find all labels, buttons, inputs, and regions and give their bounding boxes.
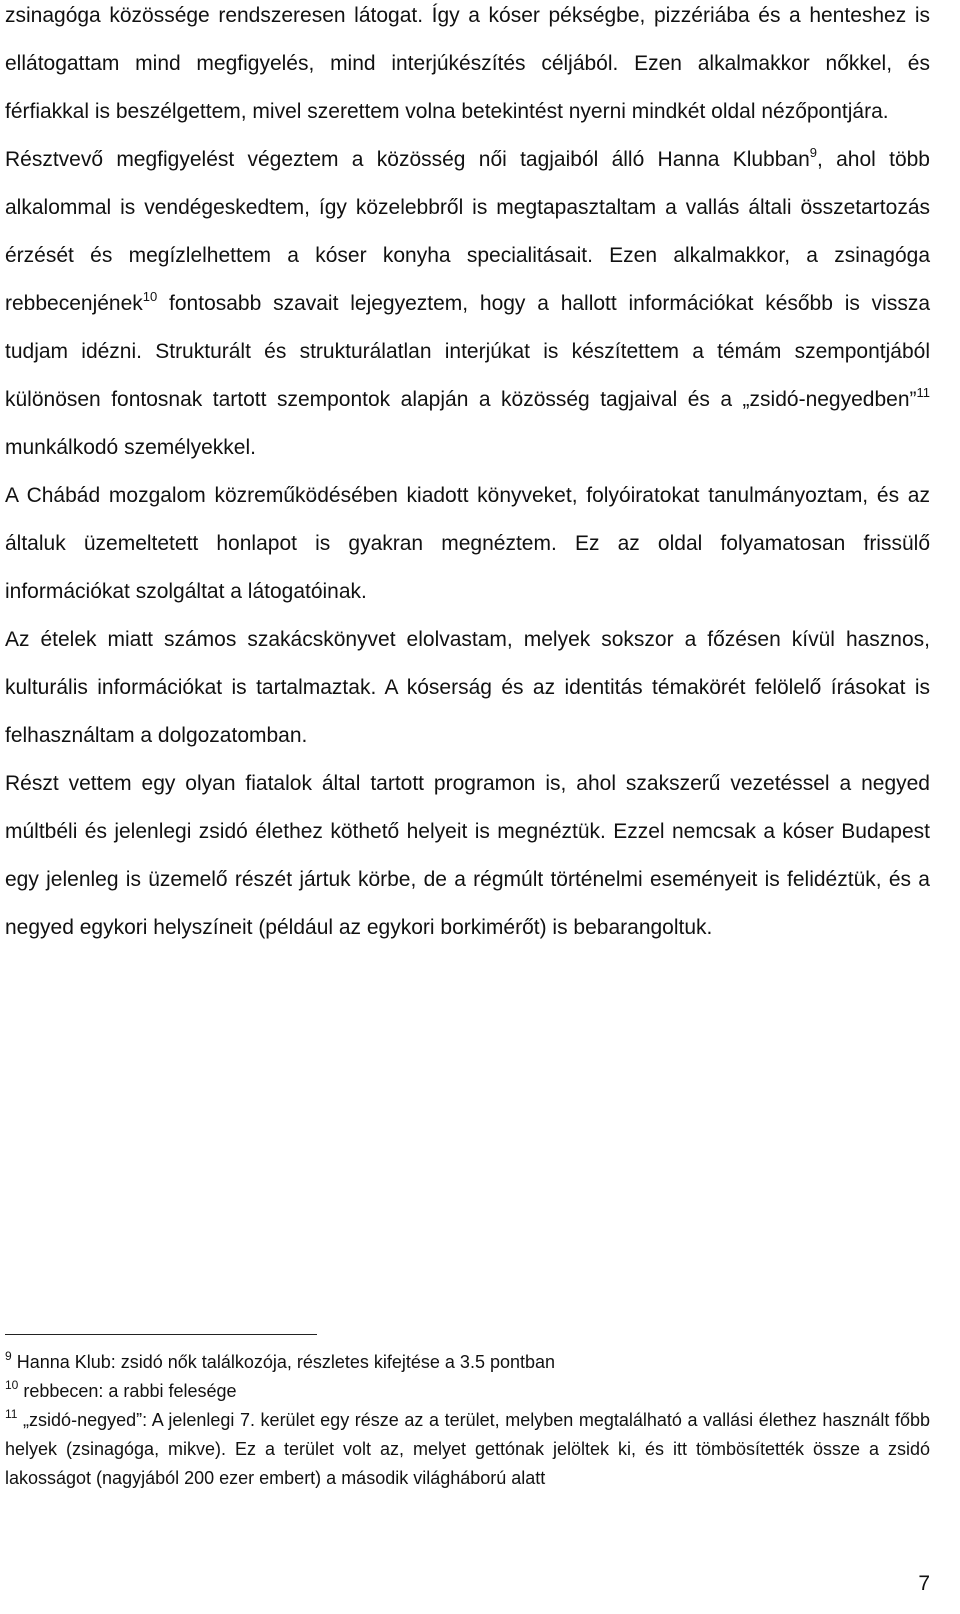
paragraph-guided-tour: Részt vettem egy olyan fiatalok által tartott programon is, ahol szakszerű vezetéssel a negyed múltbéli és jelenlegi zsidó élethez köthető helyeit is megnéztük. Ezzel nemcsak a kóser Budapest egy jelenleg is üzemelő részét jártuk körbe, de a régmúlt történelmi eseményeit is felidéztük, és a negyed egykori helyszíneit (például az egykori borkimérőt) is bebarangoltuk. bbox=[5, 772, 930, 939]
page-number: 7 bbox=[918, 1572, 930, 1595]
footnotes bbox=[5, 1348, 930, 1493]
footnote bbox=[5, 1377, 930, 1406]
footnote-number: 9 bbox=[5, 1349, 12, 1363]
paragraph-text: Résztvevő megfigyelést végeztem a közösség női tagjaiból álló Hanna Klubban bbox=[5, 148, 810, 171]
footnote-reference: 11 bbox=[916, 385, 930, 400]
paragraph-text: fontosabb szavait lejegyeztem, hogy a hallott információkat később is vissza tudjam idézni. Strukturált és strukturálatlan interjúkat is készítettem a témám szempontjából különösen fontosnak tartott szempontok alapján a közösség tagjaival és a „zsidó-negyedben” bbox=[5, 292, 930, 411]
footnote-reference: 10 bbox=[142, 289, 158, 304]
footnote-number: 11 bbox=[5, 1407, 18, 1421]
paragraph-participant-observation bbox=[5, 136, 930, 472]
paragraph-text: , ahol több alkalommal is vendégeskedtem, így közelebbről is megtapasztaltam a vallás általi összetartozás érzését és megízlelhettem a kóser konyha specialitásait. Ezen alkalmakkor, a zsinagóga rebbecenjének bbox=[5, 148, 930, 315]
footnote-reference: 9 bbox=[809, 145, 818, 160]
footnote-separator bbox=[5, 1334, 317, 1335]
paragraph-text: munkálkodó személyekkel. bbox=[5, 436, 256, 459]
paragraph-visits: zsinagóga közössége rendszeresen látogat. Így a kóser pékségbe, pizzériába és a henteshez is ellátogattam mind megfigyelés, mind interjúkészítés céljából. Ezen alkalmakkor nőkkel, és férfiakkal is beszélgettem, mivel szerettem volna betekintést nyerni mindkét oldal nézőpontjára. bbox=[5, 4, 930, 123]
footnote bbox=[5, 1348, 930, 1377]
footnote bbox=[5, 1406, 930, 1493]
footnote-text: Hanna Klub: zsidó nők találkozója, részletes kifejtése a 3.5 pontban bbox=[11, 1352, 556, 1372]
footnote-text: rebbecen: a rabbi felesége bbox=[18, 1381, 237, 1401]
footnote-text: „zsidó-negyed”: A jelenlegi 7. kerület egy része az a terület, melyben megtalálható a vallási élethez használt főbb helyek (zsinagóga, mikve). Ez a terület volt az, melyet gettónak jelöltek ki, és itt tömbösítették össze a zsidó lakosságot (nagyjából 200 ezer embert) a második világháború alatt bbox=[5, 1410, 930, 1488]
document-body bbox=[5, 0, 930, 952]
paragraph-cookbooks: Az ételek miatt számos szakácskönyvet elolvastam, melyek sokszor a főzésen kívül hasznos, kulturális információkat is tartalmaztak. A kóserság és az identitás témakörét felölelő írásokat is felhasználtam a dolgozatomban. bbox=[5, 628, 930, 747]
footnote-number: 10 bbox=[5, 1378, 19, 1392]
paragraph-chabad-sources: A Chábád mozgalom közreműködésében kiadott könyveket, folyóiratokat tanulmányoztam, és az általuk üzemeltetett honlapot is gyakran megnéztem. Ez az oldal folyamatosan frissülő információkat szolgáltat a látogatóinak. bbox=[5, 484, 930, 603]
